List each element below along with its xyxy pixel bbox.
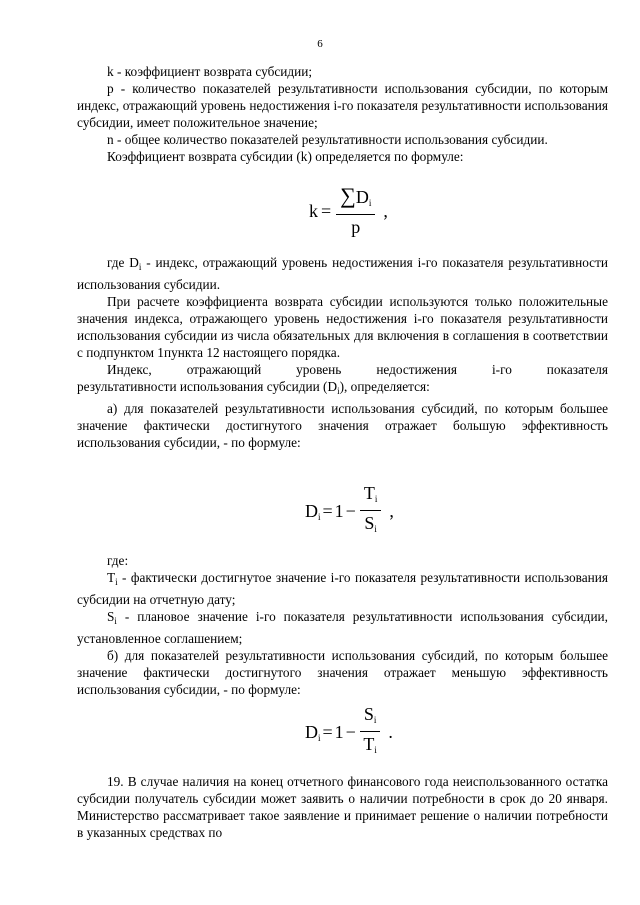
- formula-k-tail: ,: [383, 201, 388, 221]
- formula-k-lhs: k: [309, 201, 318, 221]
- explanation-block: [77, 254, 608, 451]
- definition-k: k - коэффициент возврата субсидии;: [107, 64, 313, 79]
- definition-p: p - количество показателей результативности использования субсидии, по которым индекс, отражающий уровень недостижения i-го показателя результативности использования субсидии, имеет положительное значение;: [77, 81, 608, 130]
- formula-di-b: $D_i$ = 1 − $\frac{S_i}{T_i}$ .: [305, 704, 393, 760]
- definition-n: n - общее количество показателей результативности использования субсидии.: [107, 132, 548, 147]
- formula-b-fraction: $\frac{S_i}{T_i}$: [360, 704, 381, 760]
- formula-k-fraction: [336, 183, 375, 237]
- page-number: 6: [317, 38, 323, 50]
- formula-intro-k: Коэффициент возврата субсидии (k) определяется по формуле:: [107, 149, 464, 164]
- formula-k: [309, 183, 388, 237]
- formula-k-denominator: p: [351, 217, 361, 237]
- where-label: где:: [107, 553, 129, 568]
- formula-b-lhs: $D_i$: [305, 721, 321, 743]
- clause-19: 19. В случае наличия на конец отчетного финансового года неиспользованного остатка субсидии получатель субсидии может заявить о наличии потребности в срок до 20 января. Министерство рассматривает такое заявление и принимает решение о наличии потребности в указанных средствах по: [77, 774, 608, 840]
- sigma-symbol: ∑: [340, 183, 356, 208]
- definition-si: $S_i$ - плановое значение i-го показателя результативности использования субсидии, установленное соглашением;: [77, 609, 608, 646]
- definitions-block: [77, 63, 608, 165]
- clause-19-block: [77, 773, 608, 841]
- definition-ti: $T_i$ - фактически достигнутое значение i-го показателя результативности использования субсидии на отчетную дату;: [77, 570, 608, 607]
- definition-di: где $D_i$ - индекс, отражающий уровень недостижения i-го показателя результативности использования субсидии.: [77, 255, 608, 292]
- formula-k-eq: =: [321, 201, 332, 221]
- formula-a-lhs: $D_i$: [305, 500, 321, 522]
- formula-di-a: $D_i$ = 1 − $\frac{T_i}{S_i}$ ,: [305, 483, 394, 539]
- formula-a-fraction: $\frac{T_i}{S_i}$: [360, 483, 382, 539]
- case-b: б) для показателей результативности использования субсидий, по которым большее значение фактически достигнутого значения отражает меньшую эффективность использования субсидии, - по формуле:: [77, 648, 608, 697]
- formula-k-numerator: $\sum D_i$: [336, 186, 375, 215]
- case-a: а) для показателей результативности использования субсидий, по которым большее значение фактически достигнутого значения отражает большую эффективность использования субсидии, - по формуле:: [77, 401, 608, 450]
- positive-values-note: При расчете коэффициента возврата субсидии используются только положительные значения индекса, отражающего уровень недостижения i-го показателя результативности использования субсидии из числа обязательных для включения в соглашения в соответствии с подпунктом 1пункта 12 настоящего порядка.: [77, 294, 608, 360]
- index-intro: Индекс, отражающий уровень недостижения i-го показателя результативности использования субсидии $(D_i)$, определяется:: [77, 362, 608, 396]
- variables-block: [77, 552, 608, 698]
